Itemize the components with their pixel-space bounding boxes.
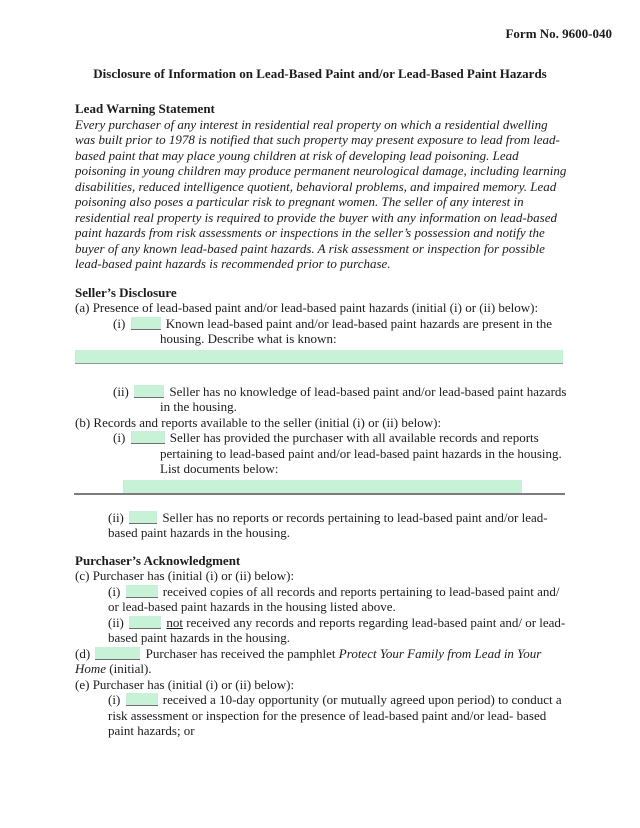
item-c-i bbox=[75, 584, 570, 615]
item-a-i bbox=[75, 316, 570, 347]
item-d-pamphlet-title: Protect Your Family from Lead in Your Home bbox=[75, 645, 542, 676]
documents-rule-line bbox=[74, 493, 565, 495]
lead-warning-heading: Lead Warning Statement bbox=[75, 101, 215, 116]
initial-blank-b-i[interactable] bbox=[131, 431, 165, 444]
item-b-i bbox=[75, 430, 570, 477]
item-c-ii-text: received any records and reports regarding lead-based paint and/ or lead-based paint hazards in the housing. bbox=[108, 614, 566, 645]
item-b-ii bbox=[75, 510, 570, 541]
item-c-text: Purchaser has (initial (i) or (ii) below): bbox=[92, 568, 295, 583]
item-b-ii-label: (ii) bbox=[108, 509, 124, 525]
documents-list-field[interactable] bbox=[123, 480, 522, 493]
item-b bbox=[75, 415, 570, 431]
item-e-i-text: received a 10-day opportunity (or mutually agreed upon period) to conduct a risk assessment or inspection for the presence of lead-based paint and/or lead- based paint hazards; or bbox=[108, 692, 562, 738]
form-number: Form No. 9600-040 bbox=[505, 26, 612, 41]
spacer bbox=[75, 272, 570, 285]
document-body bbox=[75, 101, 570, 739]
initial-blank-a-i[interactable] bbox=[131, 317, 161, 330]
item-b-i-text: Seller has provided the purchaser with all available records and reports pertaining to lead-based paint and/or lead-based paint hazards in the housing. List documents below: bbox=[160, 430, 562, 476]
item-d-text-after: (initial). bbox=[109, 661, 152, 676]
item-c-ii-underlined-word: not bbox=[166, 614, 184, 630]
item-a-i-label: (i) bbox=[113, 315, 126, 331]
item-c-i-text: received copies of all records and reports pertaining to lead-based paint and/ or lead-based paint hazards in the housing listed above. bbox=[108, 583, 560, 614]
item-a bbox=[75, 300, 570, 316]
item-a-i-text: Known lead-based paint and/or lead-based paint hazards are present in the housing. Describe what is known: bbox=[160, 315, 553, 346]
item-c bbox=[75, 568, 570, 584]
item-d-label: (d) bbox=[75, 645, 91, 661]
item-d-text-before: Purchaser has received the pamphlet bbox=[145, 645, 336, 661]
item-c-ii-label: (ii) bbox=[108, 614, 124, 630]
item-b-i-label: (i) bbox=[113, 430, 126, 445]
item-a-text: Presence of lead-based paint and/or lead-based paint hazards (initial (i) or (ii) below): bbox=[92, 300, 539, 315]
item-b-text: Records and reports available to the seller (initial (i) or (ii) below): bbox=[93, 414, 442, 430]
describe-known-field[interactable] bbox=[75, 350, 563, 364]
spacer bbox=[75, 541, 570, 553]
item-a-ii bbox=[75, 384, 570, 415]
initial-blank-c-i[interactable] bbox=[126, 585, 158, 598]
item-c-i-label: (i) bbox=[108, 583, 121, 599]
initial-blank-d[interactable] bbox=[95, 647, 140, 660]
item-e-i-label: (i) bbox=[108, 692, 121, 707]
sellers-disclosure-heading: Seller’s Disclosure bbox=[75, 284, 177, 300]
item-e-text: Purchaser has (initial (i) or (ii) below): bbox=[92, 676, 295, 692]
item-e bbox=[75, 677, 570, 693]
item-b-label: (b) bbox=[75, 414, 91, 430]
initial-blank-b-ii[interactable] bbox=[129, 511, 157, 524]
item-a-label: (a) bbox=[75, 300, 90, 315]
item-b-ii-text: Seller has no reports or records pertaining to lead-based paint and/or lead-based paint hazards in the housing. bbox=[108, 509, 548, 540]
item-e-label: (e) bbox=[75, 676, 90, 692]
item-d bbox=[75, 646, 570, 677]
document-title: Disclosure of Information on Lead-Based Paint and/or Lead-Based Paint Hazards bbox=[93, 65, 547, 81]
item-a-ii-label: (ii) bbox=[113, 383, 129, 399]
item-c-label: (c) bbox=[75, 568, 90, 583]
initial-blank-a-ii[interactable] bbox=[134, 385, 164, 398]
initial-blank-e-i[interactable] bbox=[126, 693, 158, 706]
initial-blank-c-ii[interactable] bbox=[129, 616, 161, 629]
lead-warning-paragraph: Every purchaser of any interest in residential real property on which a residential dwelling was built prior to 1978 is notified that such property may present exposure to lead from lead-based paint that may place young children at risk of developing lead poisoning. Lead poisoning in young children may produce permanent neurological damage, including learning disabilities, reduced intelligence quotient, behavioral problems, and impaired memory. Lead poisoning also poses a particular risk to pregnant women. The seller of any interest in residential real property is required to provide the buyer with any information on lead-based paint hazards from risk assessments or inspections in the seller’s possession and notify the buyer of any known lead-based paint hazards. A risk assessment or inspection for possible lead-based paint hazards is recommended prior to purchase. bbox=[75, 116, 567, 271]
item-a-ii-text: Seller has no knowledge of lead-based paint and/or lead-based paint hazards in the housing. bbox=[160, 383, 567, 414]
item-e-i bbox=[75, 692, 570, 739]
purchasers-acknowledgment-heading: Purchaser’s Acknowledgment bbox=[75, 552, 241, 568]
item-c-ii bbox=[75, 615, 570, 646]
